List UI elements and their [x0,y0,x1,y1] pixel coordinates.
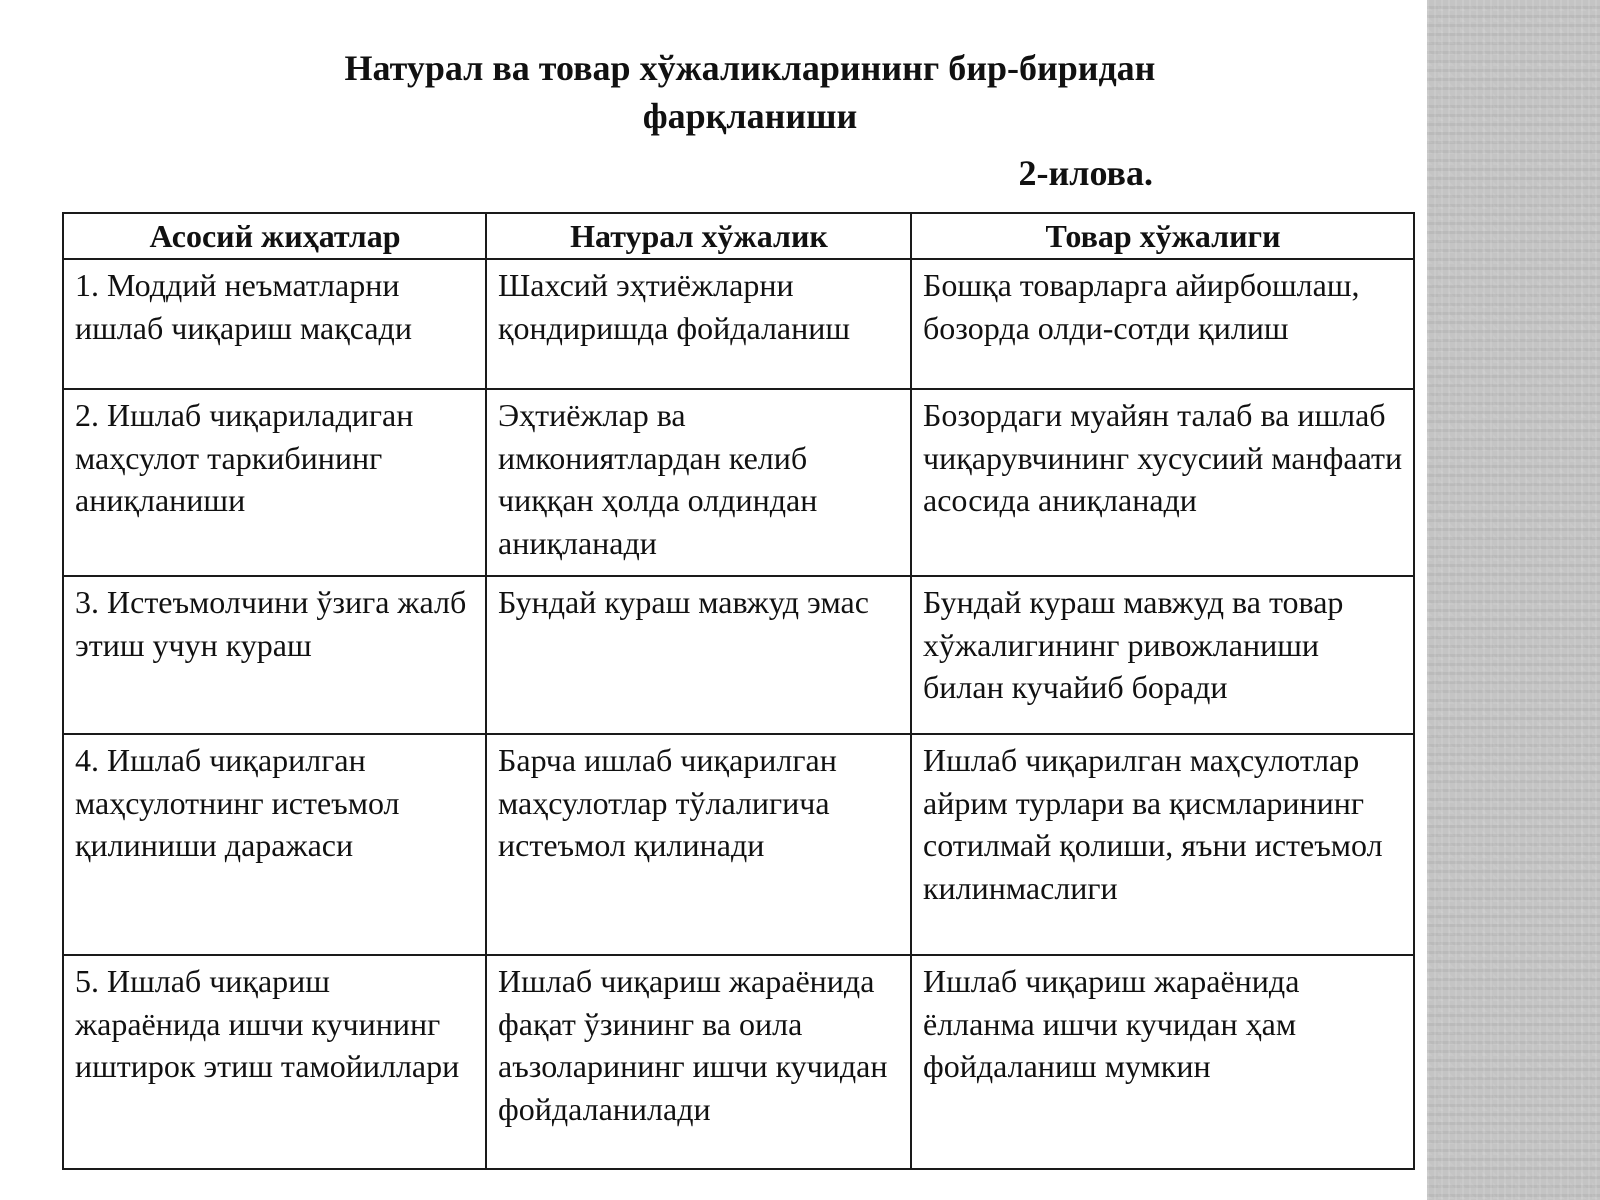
column-header-commodity-economy: Товар хўжалиги [911,213,1414,259]
table-cell-commodity: Ишлаб чиқарилган маҳсулотлар айрим турлари ва қисмларининг сотилмай қолиши, яъни истеъмол килинмаслиги [911,734,1414,955]
table-cell-commodity: Бошқа товарларга айирбошлаш, бозорда олди-сотди қилиш [911,259,1414,389]
table-cell-natural: Эҳтиёжлар ва имкониятлардан келиб чиққан ҳолда олдиндан аниқланади [486,389,911,576]
table-cell-natural: Ишлаб чиқариш жараёнида фақат ўзининг ва оила аъзоларининг ишчи кучидан фойдаланилади [486,955,911,1169]
comparison-table [62,212,1415,1170]
page-title [160,44,1340,140]
table-cell-commodity: Бозордаги муайян талаб ва ишлаб чиқарувчининг хусусиий манфаати асосида аниқланади [911,389,1414,576]
table-cell-natural: Бундай кураш мавжуд эмас [486,576,911,734]
table-row [63,259,1414,389]
table-cell-aspect: 3. Истеъмолчини ўзига жалб этиш учун кураш [63,576,486,734]
title-line-1: Натурал ва товар хўжаликларининг бир-биридан [344,48,1156,88]
table-cell-natural: Барча ишлаб чиқарилган маҳсулотлар тўлалигича истеъмол қилинади [486,734,911,955]
appendix-label: 2-илова. [1018,153,1153,193]
column-header-aspects: Асосий жиҳатлар [63,213,486,259]
table-cell-commodity: Бундай кураш мавжуд ва товар хўжалигининг ривожланиши билан кучайиб боради [911,576,1414,734]
table-cell-aspect: 1. Моддий неъматларни ишлаб чиқариш мақсади [63,259,486,389]
table-row [63,955,1414,1169]
table-header-row [63,213,1414,259]
table-row [63,734,1414,955]
table-cell-aspect: 5. Ишлаб чиқариш жараёнида ишчи кучининг иштирок этиш тамойиллари [63,955,486,1169]
title-line-2: фарқланиши [642,96,858,136]
column-header-natural-economy: Натурал хўжалик [486,213,911,259]
table-cell-natural: Шахсий эҳтиёжларни қондиришда фойдаланиш [486,259,911,389]
table-cell-aspect: 2. Ишлаб чиқариладиган маҳсулот таркибининг аниқланиши [63,389,486,576]
table-cell-commodity: Ишлаб чиқариш жараёнида ёлланма ишчи кучидан ҳам фойдаланиш мумкин [911,955,1414,1169]
table-row [63,389,1414,576]
table-cell-aspect: 4. Ишлаб чиқарилган маҳсулотнинг истеъмол қилиниши даражаси [63,734,486,955]
table-row [63,576,1414,734]
decorative-side-panel [1427,0,1600,1200]
